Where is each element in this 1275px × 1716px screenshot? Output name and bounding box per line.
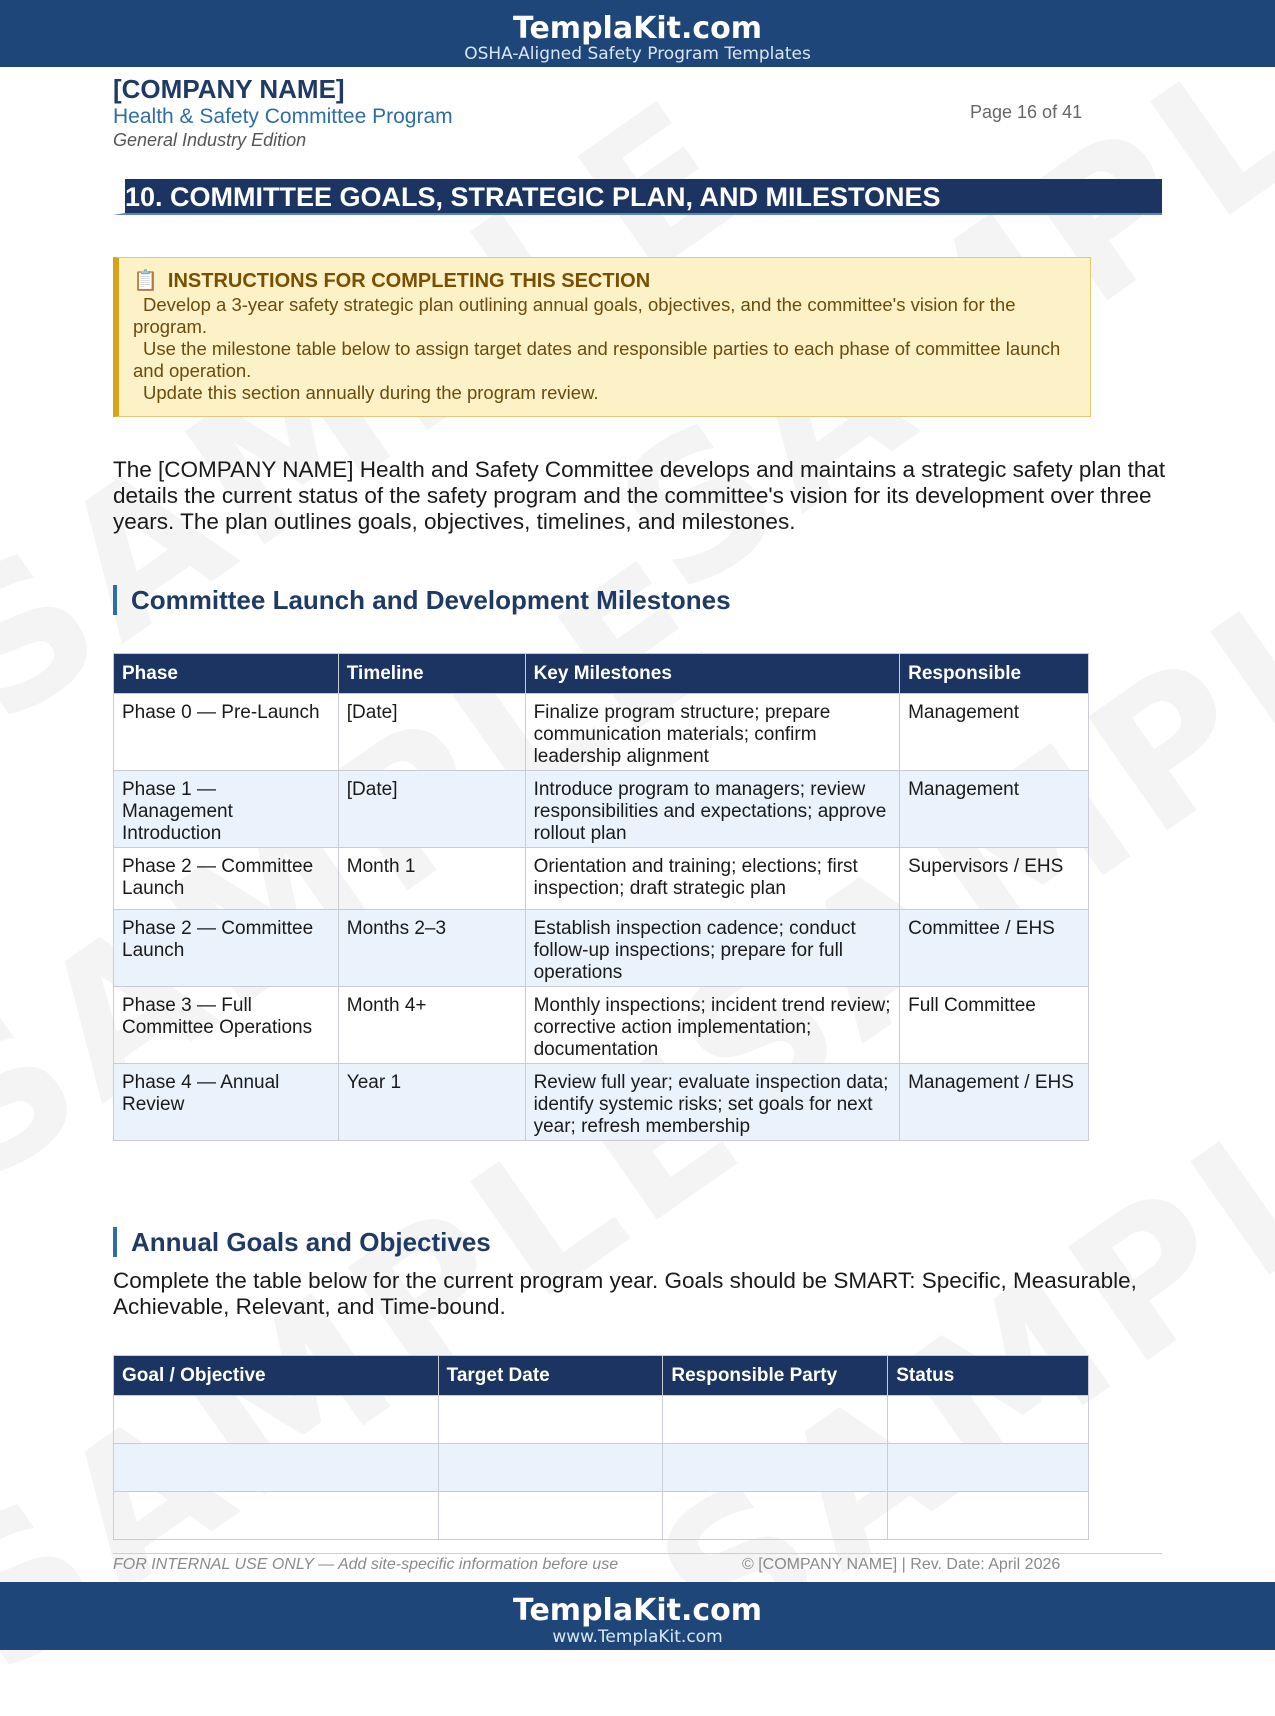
table-cell: Supervisors / EHS bbox=[900, 848, 1089, 910]
table-cell: Orientation and training; elections; first inspection; draft strategic plan bbox=[525, 848, 900, 910]
table-cell-blank[interactable] bbox=[438, 1444, 663, 1492]
table-cell: Phase 0 — Pre-Launch bbox=[114, 694, 339, 771]
table-cell-blank[interactable] bbox=[114, 1492, 439, 1540]
intro-paragraph: The [COMPANY NAME] Health and Safety Committee develops and maintains a strategic safety plan that details the current status of the safety program and the committee's vision for its development over three years. The plan outlines goals, objectives, timelines, and milestones. bbox=[113, 457, 1166, 534]
table-header-row bbox=[114, 1356, 1089, 1396]
table-row bbox=[114, 848, 1089, 910]
brand-url-link[interactable]: www.TemplaKit.com bbox=[552, 1627, 723, 1647]
table-cell: Month 1 bbox=[338, 848, 525, 910]
table-row bbox=[114, 771, 1089, 848]
table-cell: [Date] bbox=[338, 771, 525, 848]
footer-revision: © [COMPANY NAME] | Rev. Date: April 2026 bbox=[742, 1556, 1061, 1573]
table-row bbox=[114, 1064, 1089, 1141]
goals-instructions: Complete the table below for the current program year. Goals should be SMART: Specific, Measurable, Achievable, Relevant, and Time-bound. bbox=[113, 1268, 1137, 1319]
goals-table bbox=[113, 1355, 1089, 1540]
table-cell-blank[interactable] bbox=[438, 1396, 663, 1444]
brand-name[interactable]: TemplaKit.com bbox=[512, 11, 762, 46]
top-brand-bar bbox=[0, 0, 1275, 67]
footer-notice: FOR INTERNAL USE ONLY — Add site-specific information before use bbox=[113, 1556, 619, 1573]
column-header: Phase bbox=[114, 654, 339, 694]
table-cell-blank[interactable] bbox=[438, 1492, 663, 1540]
instructions-heading bbox=[133, 268, 1076, 294]
instruction-item: Develop a 3-year safety strategic plan outlining annual goals, objectives, and the committee's vision for the program. bbox=[133, 294, 1016, 337]
milestones-table bbox=[113, 653, 1089, 1141]
bottom-brand-bar bbox=[0, 1582, 1275, 1650]
table-cell-blank[interactable] bbox=[114, 1396, 439, 1444]
table-cell: Management bbox=[900, 771, 1089, 848]
table-cell: Phase 2 — Committee Launch bbox=[114, 848, 339, 910]
table-cell-blank[interactable] bbox=[888, 1444, 1089, 1492]
edition-label: General Industry Edition bbox=[113, 130, 307, 150]
table-cell-blank[interactable] bbox=[888, 1492, 1089, 1540]
table-cell-blank[interactable] bbox=[114, 1444, 439, 1492]
table-cell-blank[interactable] bbox=[888, 1396, 1089, 1444]
column-header: Responsible Party bbox=[663, 1356, 888, 1396]
instructions-heading-text: INSTRUCTIONS FOR COMPLETING THIS SECTION bbox=[167, 270, 651, 292]
table-row bbox=[114, 910, 1089, 987]
page-number: Page 16 of 41 bbox=[970, 102, 1083, 122]
instruction-item: Update this section annually during the program review. bbox=[143, 382, 599, 403]
table-cell-blank[interactable] bbox=[663, 1396, 888, 1444]
instruction-item: Use the milestone table below to assign target dates and responsible parties to each phase of committee launch and operation. bbox=[133, 338, 1061, 381]
footer-divider bbox=[113, 1553, 1162, 1554]
table-cell: Phase 2 — Committee Launch bbox=[114, 910, 339, 987]
table-header-row bbox=[114, 654, 1089, 694]
table-cell: Year 1 bbox=[338, 1064, 525, 1141]
table-cell: Review full year; evaluate inspection data; identify systemic risks; set goals for next year; refresh membership bbox=[525, 1064, 900, 1141]
table-cell-blank[interactable] bbox=[663, 1444, 888, 1492]
table-cell: Months 2–3 bbox=[338, 910, 525, 987]
table-cell: Full Committee bbox=[900, 987, 1089, 1064]
table-cell-blank[interactable] bbox=[663, 1492, 888, 1540]
instructions-box bbox=[113, 257, 1091, 417]
brand-name[interactable]: TemplaKit.com bbox=[512, 1593, 762, 1628]
table-cell: Phase 1 — Management Introduction bbox=[114, 771, 339, 848]
section-title: 10. COMMITTEE GOALS, STRATEGIC PLAN, AND MILESTONES bbox=[113, 179, 1162, 215]
table-cell: Phase 4 — Annual Review bbox=[114, 1064, 339, 1141]
program-title: Health & Safety Committee Program bbox=[113, 105, 453, 128]
table-row bbox=[114, 694, 1089, 771]
column-header: Timeline bbox=[338, 654, 525, 694]
clipboard-icon: 📋 bbox=[133, 270, 158, 292]
table-cell: Finalize program structure; prepare communication materials; confirm leadership alignment bbox=[525, 694, 900, 771]
milestones-heading: Committee Launch and Development Milestones bbox=[113, 585, 731, 615]
column-header: Target Date bbox=[438, 1356, 663, 1396]
table-cell: Month 4+ bbox=[338, 987, 525, 1064]
table-cell: Committee / EHS bbox=[900, 910, 1089, 987]
table-cell: [Date] bbox=[338, 694, 525, 771]
table-row bbox=[114, 1396, 1089, 1444]
table-row bbox=[114, 1444, 1089, 1492]
column-header: Responsible bbox=[900, 654, 1089, 694]
column-header: Status bbox=[888, 1356, 1089, 1396]
table-cell: Phase 3 — Full Committee Operations bbox=[114, 987, 339, 1064]
goals-heading: Annual Goals and Objectives bbox=[113, 1227, 491, 1257]
column-header: Goal / Objective bbox=[114, 1356, 439, 1396]
table-cell: Monthly inspections; incident trend review; corrective action implementation; documentation bbox=[525, 987, 900, 1064]
table-row bbox=[114, 987, 1089, 1064]
table-cell: Management bbox=[900, 694, 1089, 771]
column-header: Key Milestones bbox=[525, 654, 900, 694]
table-cell: Introduce program to managers; review responsibilities and expectations; approve rollout plan bbox=[525, 771, 900, 848]
brand-tagline: OSHA-Aligned Safety Program Templates bbox=[464, 44, 811, 64]
table-cell: Management / EHS bbox=[900, 1064, 1089, 1141]
table-row bbox=[114, 1492, 1089, 1540]
table-cell: Establish inspection cadence; conduct follow-up inspections; prepare for full operations bbox=[525, 910, 900, 987]
company-name: [COMPANY NAME] bbox=[113, 74, 345, 104]
